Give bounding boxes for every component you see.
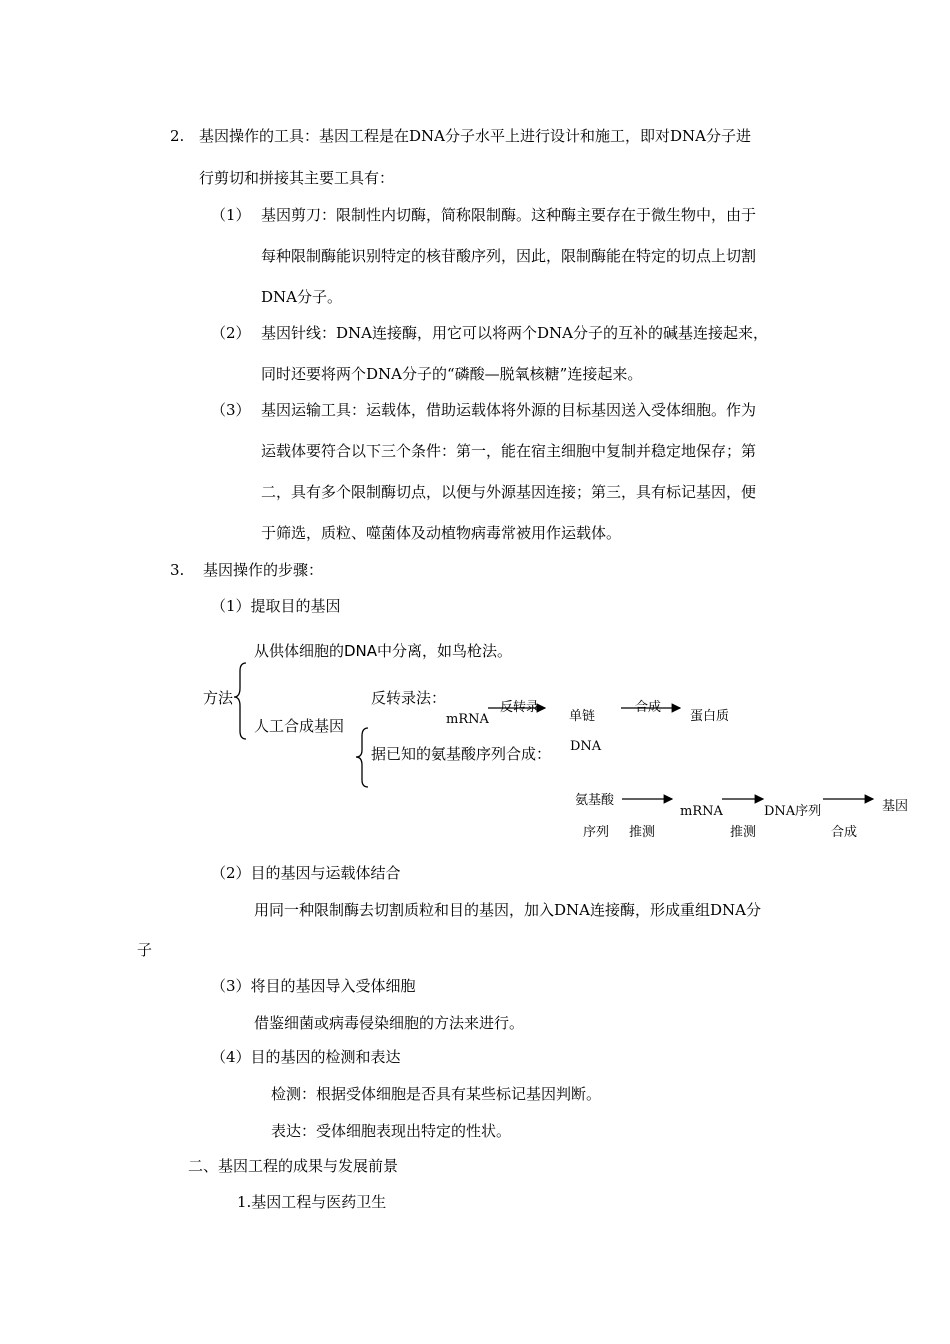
section2-line2: 行剪切和拼接其主要工具有： <box>199 169 395 187</box>
item3-line4: 于筛选，质粒、噬菌体及动植物病毒常被用作运载体。 <box>261 524 622 542</box>
step2-text-line1: 用同一种限制酶去切割质粒和目的基因，加入DNA连接酶，形成重组DNA分 <box>254 901 761 919</box>
infer-label-1: 推测 <box>629 825 656 840</box>
part2-title: 二、基因工程的成果与发展前景 <box>188 1157 399 1175</box>
item1-line1: 基因剪刀：限制性内切酶，简称限制酶。这种酶主要存在于微生物中，由于 <box>261 206 757 224</box>
item1-line3: DNA分子。 <box>261 288 342 306</box>
step2-text-line2: 子 <box>137 941 153 959</box>
detection-text: 检测：根据受体细胞是否具有某些标记基因判断。 <box>271 1085 602 1103</box>
item3-line3: 二，具有多个限制酶切点，以便与外源基因连接；第三，具有标记基因，便 <box>261 483 757 501</box>
part2-subheading: 1.基因工程与医药卫生 <box>237 1193 387 1211</box>
method-brace <box>234 663 246 739</box>
sequence-label: 序列 <box>583 825 610 840</box>
dna-sequence-node: DNA序列 <box>764 804 822 819</box>
step3-text: 借鉴细菌或病毒侵染细胞的方法来进行。 <box>254 1014 525 1032</box>
step1-heading: （1）提取目的基因 <box>211 597 341 615</box>
step2-heading: （2）目的基因与运载体结合 <box>211 864 401 882</box>
protein-node: 蛋白质 <box>690 709 730 724</box>
item3-line1: 基因运输工具：运载体，借助运载体将外源的目标基因送入受体细胞。作为 <box>261 401 757 419</box>
dna-node: DNA <box>570 739 602 754</box>
item3-line2: 运载体要符合以下三个条件：第一，能在宿主细胞中复制并稳定地保存；第 <box>261 442 757 460</box>
section3-number: 3. <box>170 561 185 579</box>
item3-number: （3） <box>211 401 251 419</box>
item2-number: （2） <box>211 324 251 342</box>
reverse-label: 反转录 <box>500 700 540 715</box>
item1-number: （1） <box>211 206 251 224</box>
step4-heading: （4）目的基因的检测和表达 <box>211 1048 401 1066</box>
section2-number: 2. <box>170 127 185 145</box>
item2-line2: 同时还要将两个DNA分子的“磷酸—脱氧核糖”连接起来。 <box>261 365 643 383</box>
known-sequence-method: 据已知的氨基酸序列合成： <box>371 745 552 763</box>
gene-node: 基因 <box>882 799 909 814</box>
method-label: 方法 <box>203 689 234 707</box>
branch1-text: 从供体细胞的DNA中分离，如鸟枪法。 <box>254 642 513 660</box>
item1-line2: 每种限制酶能识别特定的核苷酸序列，因此，限制酶能在特定的切点上切割 <box>261 247 757 265</box>
mrna-node: mRNA <box>446 712 489 727</box>
step3-heading: （3）将目的基因导入受体细胞 <box>211 977 416 995</box>
mrna-node-2: mRNA <box>680 804 723 819</box>
section2-line1: 基因操作的工具：基因工程是在DNA分子水平上进行设计和施工，即对DNA分子进 <box>199 127 751 145</box>
infer-label-2: 推测 <box>730 825 757 840</box>
synthesis-label-2: 合成 <box>831 825 858 840</box>
single-strand-node: 单链 <box>569 709 596 724</box>
synthesis-brace <box>356 728 368 787</box>
reverse-method: 反转录法： <box>371 689 447 707</box>
item2-line1: 基因针线：DNA连接酶，用它可以将两个DNA分子的互补的碱基连接起来， <box>261 324 768 342</box>
amino-acid-node: 氨基酸 <box>575 793 615 808</box>
section3-title: 基因操作的步骤： <box>203 561 324 579</box>
branch2-text: 人工合成基因 <box>254 717 345 735</box>
expression-text: 表达：受体细胞表现出特定的性状。 <box>271 1122 512 1140</box>
synthesis-label: 合成 <box>635 700 662 715</box>
